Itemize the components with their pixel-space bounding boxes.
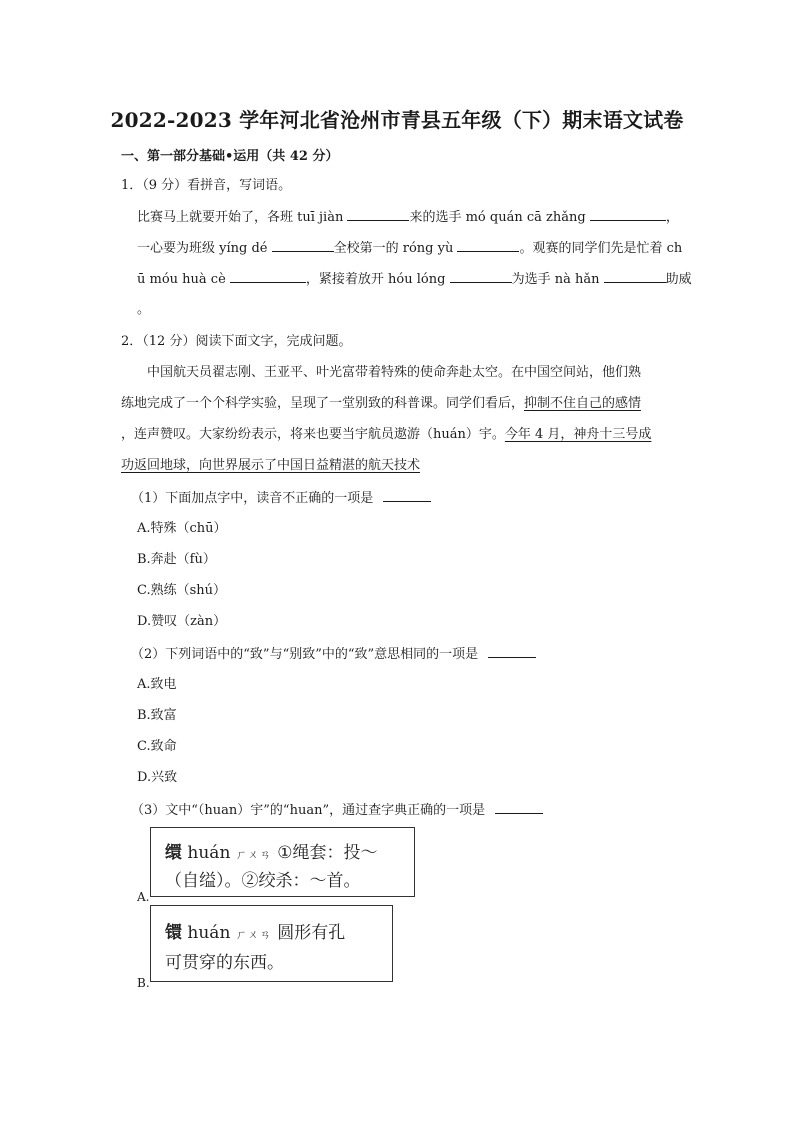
q1-text: ， (665, 210, 679, 225)
q1-text: 。观赛的同学们先是忙着 ch (519, 241, 683, 256)
option-c[interactable]: C.致命 (137, 739, 177, 754)
passage-line-3 (121, 426, 651, 444)
question-2-header: 2．（12 分）阅读下面文字，完成问题。 (121, 334, 352, 349)
q1-line-2 (137, 239, 682, 258)
option-d[interactable]: D.赞叹（zàn） (137, 614, 227, 629)
answer-blank[interactable] (383, 489, 431, 502)
dict-character: 镮 (165, 923, 182, 943)
answer-blank[interactable] (457, 239, 519, 252)
dict-pinyin: huán (187, 923, 231, 943)
dict-definition: 圆形有孔 (277, 923, 346, 943)
option-a[interactable]: A.致电 (137, 677, 177, 692)
question-1-header: 1．（9 分）看拼音，写词语。 (121, 178, 292, 193)
subquestion-2 (131, 645, 536, 664)
option-c[interactable]: C.熟练（shú） (137, 583, 227, 598)
underlined-phrase: 抑制不住自己的感情 (524, 396, 642, 411)
option-a-label[interactable]: A. (137, 890, 150, 904)
passage-text: ，连声赞叹。大家纷纷表示，将来也要当宇航员遨游（huán）宇。 (121, 427, 505, 442)
answer-blank[interactable] (590, 208, 666, 221)
q1-text: 助威 (665, 272, 692, 287)
answer-blank[interactable] (604, 270, 666, 283)
option-b-label[interactable]: B. (137, 976, 150, 990)
option-d[interactable]: D.兴致 (137, 770, 178, 785)
q1-line-3 (137, 270, 692, 289)
q1-text: 为选手 nà hǎn (511, 272, 604, 287)
q1-text: ū móu huà cè (137, 272, 230, 287)
page-title: 2022-2023 学年河北省沧州市青县五年级（下）期末语文试卷 (110, 108, 684, 132)
answer-blank[interactable] (347, 208, 409, 221)
answer-blank[interactable] (230, 270, 306, 283)
subquestion-text: （1）下面加点字中，读音不正确的一项是 (131, 491, 374, 506)
q1-text: 一心要为班级 yíng dé (137, 241, 272, 256)
dict-zhuyin: ㄏㄨㄢ (235, 848, 272, 861)
q1-line-4: 。 (137, 302, 151, 317)
subquestion-text: （3）文中“（huan）宇”的“huan”，通过查字典正确的一项是 (131, 803, 486, 818)
subquestion-text: （2）下列词语中的“致”与“别致”中的“致”意思相同的一项是 (131, 647, 479, 662)
passage-line-2 (121, 395, 641, 413)
dict-line-2: 可贯穿的东西。 (165, 953, 284, 973)
dictionary-entry-b[interactable] (150, 905, 393, 982)
passage-line-4: 功返回地球，向世界展示了中国日益精湛的航天技术 (121, 458, 421, 473)
answer-blank[interactable] (272, 239, 334, 252)
q1-text: 全校第一的 róng yù (333, 241, 458, 256)
passage-text: 练地完成了一个个科学实验，呈现了一堂别致的科普课。同学们看后， (121, 396, 525, 411)
subquestion-1 (131, 489, 431, 508)
dict-line-2: （自缢）。②绞杀：～首。 (165, 871, 361, 891)
answer-blank[interactable] (450, 270, 512, 283)
section-heading: 一、第一部分基础•运用（共 42 分） (121, 149, 339, 164)
option-b[interactable]: B.奔赴（fù） (137, 552, 216, 567)
dict-definition: ①绳套：投～ (277, 843, 378, 863)
dict-line-1 (165, 918, 345, 943)
dict-pinyin: huán (187, 843, 231, 863)
answer-blank[interactable] (488, 645, 536, 658)
passage-line-1: 中国航天员翟志刚、王亚平、叶光富带着特殊的使命奔赴太空。在中国空间站，他们熟 (147, 365, 642, 380)
subquestion-3 (131, 801, 543, 820)
option-b[interactable]: B.致富 (137, 708, 177, 723)
option-a[interactable]: A.特殊（chū） (137, 521, 227, 536)
answer-blank[interactable] (495, 801, 543, 814)
q1-text: 来的选手 mó quán cā zhǎng (409, 210, 590, 225)
dict-line-1 (165, 838, 377, 863)
q1-text: 比赛马上就要开始了，各班 tuī jiàn (137, 210, 348, 225)
q1-text: ，紧接着放开 hóu lóng (305, 272, 450, 287)
dictionary-entry-a[interactable] (150, 827, 415, 897)
dict-character: 缳 (165, 843, 182, 863)
dict-zhuyin: ㄏㄨㄢ (235, 928, 272, 941)
underlined-sentence: 今年 4 月，神舟十三号成 (504, 427, 652, 442)
q1-line-1 (137, 208, 679, 227)
